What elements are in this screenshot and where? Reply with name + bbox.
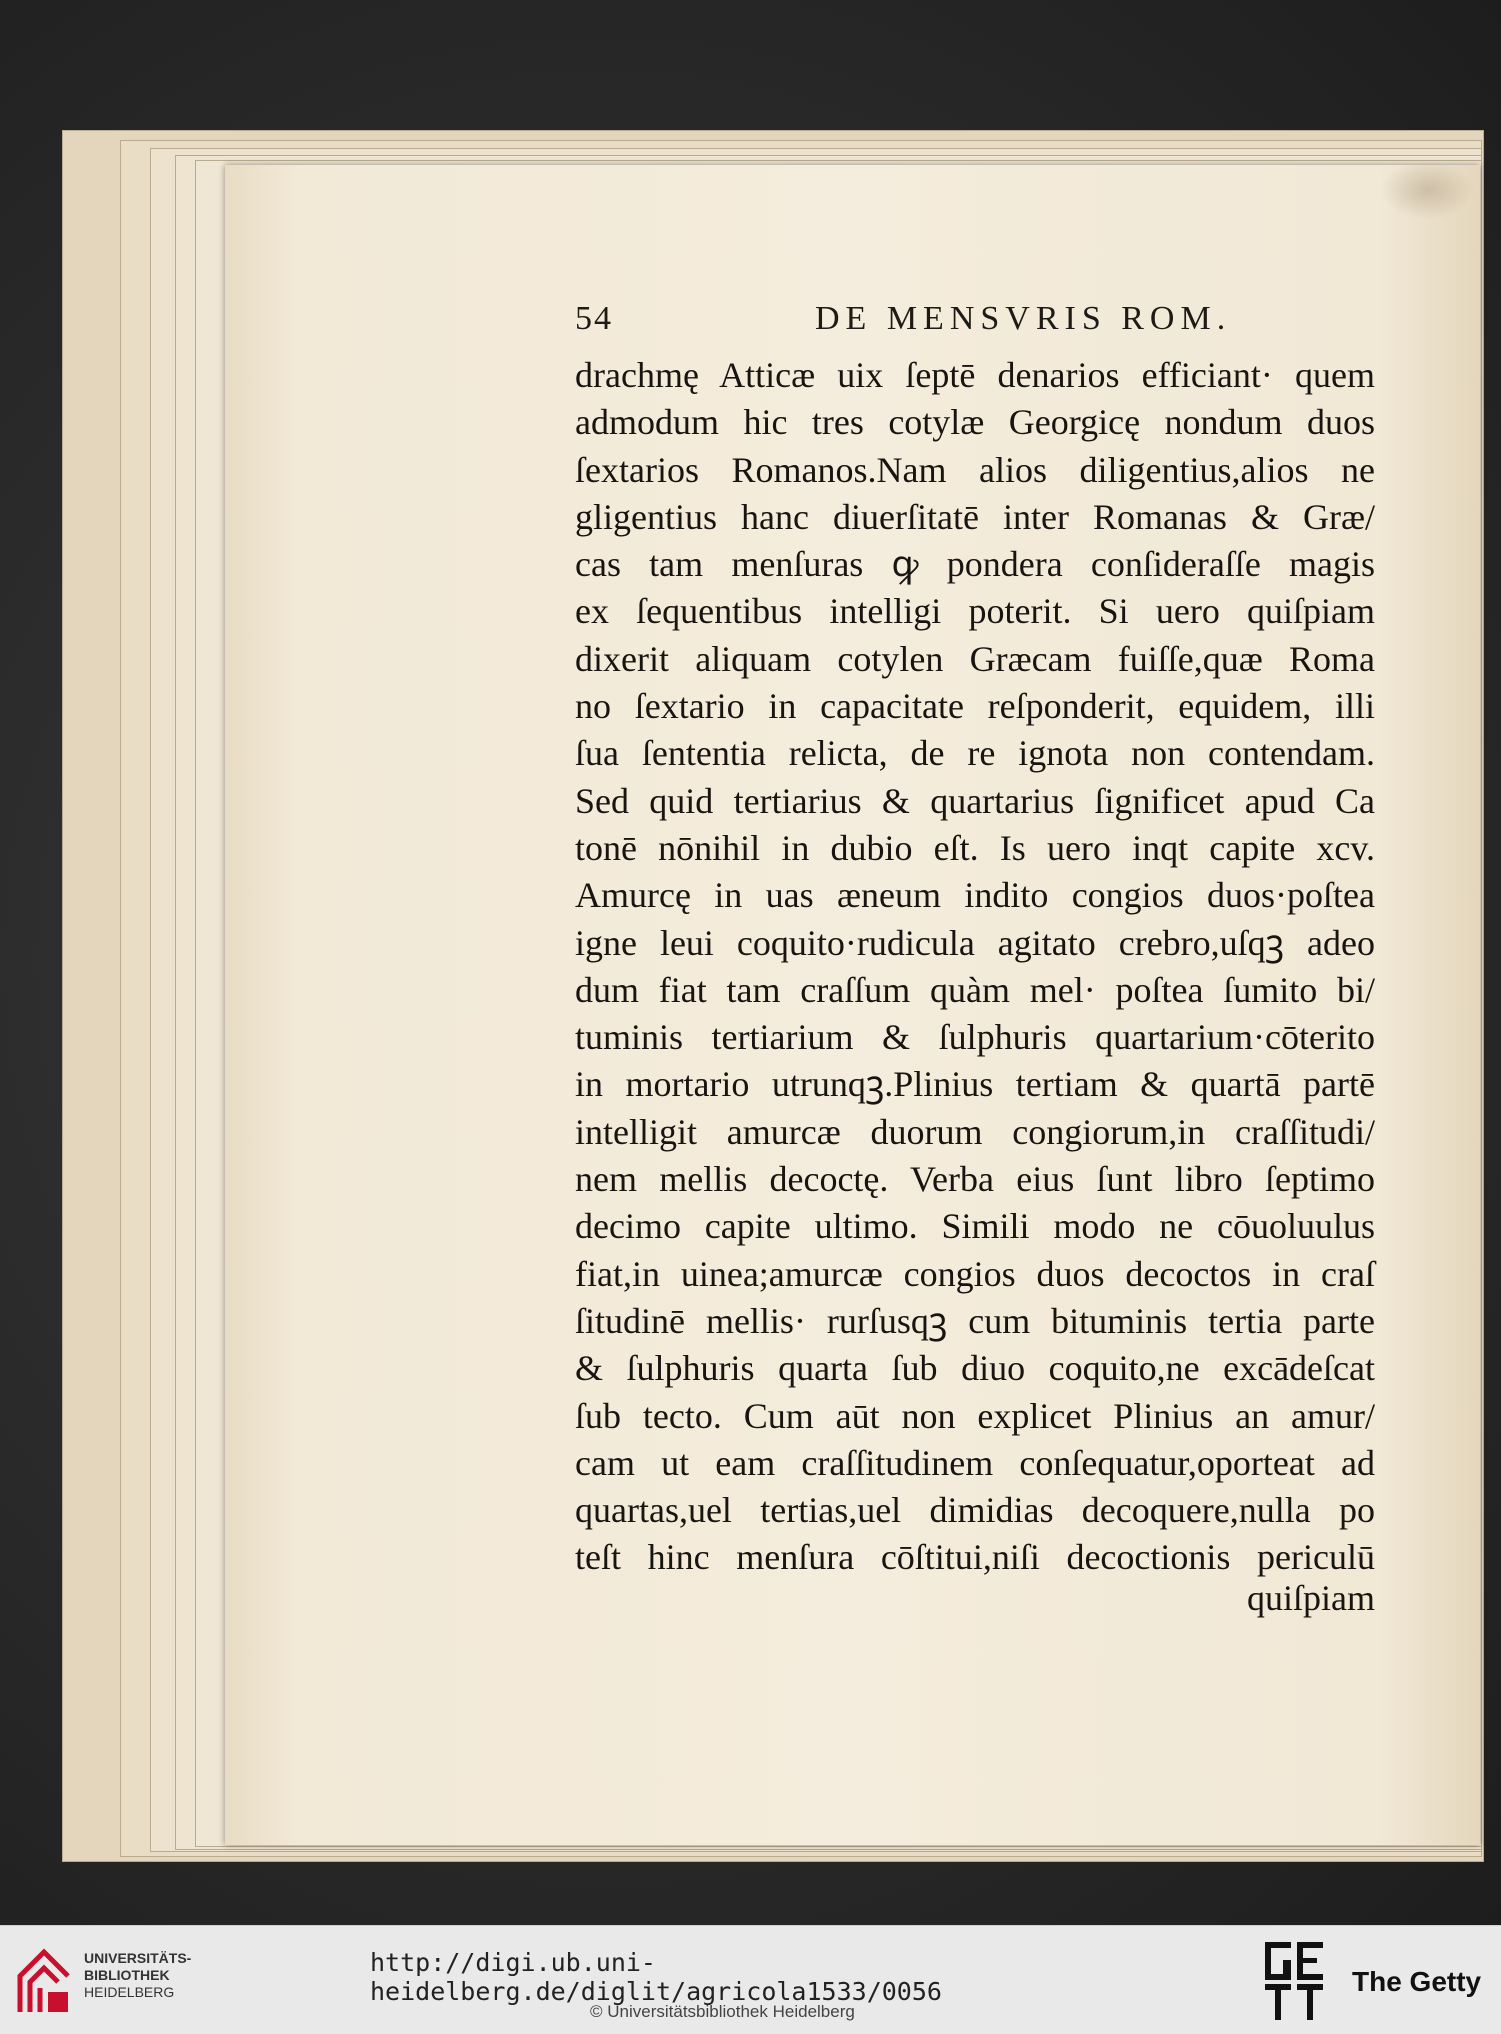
text-line: no ſextario in capacitate reſponderit, equidem, illi <box>575 686 1375 727</box>
library-name-line: UNIVERSITÄTS- <box>84 1950 192 1966</box>
text-line: Sed quid tertiarius & quartarius ſignificet apud Ca <box>575 780 1375 821</box>
library-name[interactable] <box>84 1950 224 2001</box>
catchword: quiſpiam <box>1247 1578 1375 1618</box>
text-line: cam ut eam craſſitudinem conſequatur,oporteat ad <box>575 1442 1375 1483</box>
text-line: in mortario utrunqꝫ.Plinius tertiam & quartā partē <box>575 1064 1375 1105</box>
text-line: dum fiat tam craſſum quàm mel· poſtea ſumito bi/ <box>575 969 1375 1010</box>
paper-stain <box>1380 160 1475 220</box>
text-line: drachmę Atticæ uix ſeptē denarios efficiant· quem <box>575 355 1375 395</box>
text-line: cas tam menſuras ꝙ pondera conſideraſſe magis <box>575 544 1375 585</box>
text-line: fiat,in uinea;amurcæ congios duos decoctos in craſ <box>575 1253 1375 1294</box>
running-title: DE MENSVRIS ROM. <box>815 300 1232 337</box>
ub-heidelberg-logo-icon[interactable] <box>14 1942 76 2016</box>
text-line: gligentius hanc diuerſitatē inter Romanas & Græ/ <box>575 496 1375 537</box>
text-line: Amurcę in uas æneum indito congios duos·poſtea <box>575 875 1375 916</box>
permalink-url[interactable]: http://digi.ub.uni-heidelberg.de/diglit/agricola1533/0056 <box>370 1948 942 2006</box>
text-line: ſextarios Romanos.Nam alios diligentius,alios ne <box>575 449 1375 490</box>
text-line: ſitudinē mellis· rurſusqꝫ cum bituminis tertia parte <box>575 1300 1375 1341</box>
copyright-notice: © Universitätsbibliothek Heidelberg <box>590 2002 855 2021</box>
page-number: 54 <box>575 300 613 337</box>
library-name-line: HEIDELBERG <box>84 1984 175 2000</box>
text-line: teſt hinc menſura cōſtitui,niſi decoctionis periculū <box>575 1537 1375 1578</box>
page-text-block <box>575 352 1375 1582</box>
library-name-line: BIBLIOTHEK <box>84 1967 170 1983</box>
getty-logo-icon[interactable] <box>1263 1940 1325 2022</box>
viewer-footer <box>0 1925 1501 2034</box>
text-line: quartas,uel tertias,uel dimidias decoquere,nulla po <box>575 1490 1375 1531</box>
text-line: tuminis tertiarium & ſulphuris quartarium·cōterito <box>575 1017 1375 1058</box>
text-line: decimo capite ultimo. Simili modo ne cōuoluulus <box>575 1206 1375 1247</box>
text-line: ſub tecto. Cum aūt non explicet Plinius an amur/ <box>575 1395 1375 1436</box>
text-line: intelligit amurcæ duorum congiorum,in craſſitudi/ <box>575 1111 1375 1152</box>
text-line: ſua ſententia relicta, de re ignota non contendam. <box>575 733 1375 774</box>
text-line: tonē nōnihil in dubio eſt. Is uero inqt capite xcv. <box>575 827 1375 868</box>
text-line: igne leui coquito·rudicula agitato crebro,uſqꝫ adeo <box>575 922 1375 963</box>
partner-name[interactable]: The Getty <box>1352 1966 1482 1997</box>
text-line: nem mellis decoctę. Verba eius ſunt libro ſeptimo <box>575 1159 1375 1200</box>
text-line: & ſulphuris quarta ſub diuo coquito,ne excādeſcat <box>575 1348 1375 1389</box>
running-head <box>575 300 1275 344</box>
text-line: ex ſequentibus intelligi poterit. Si uero quiſpiam <box>575 591 1375 632</box>
text-line: admodum hic tres cotylæ Georgicę nondum duos <box>575 402 1375 443</box>
text-line: dixerit aliquam cotylen Græcam fuiſſe,quæ Roma <box>575 638 1375 679</box>
